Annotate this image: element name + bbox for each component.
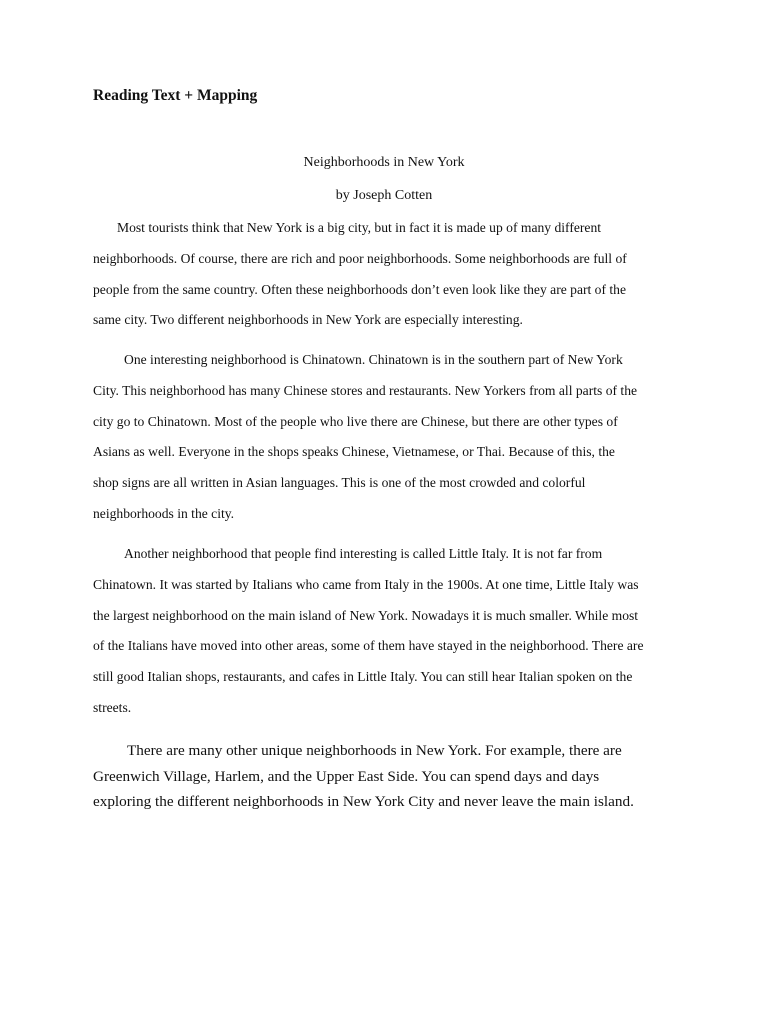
paragraph-line: shop signs are all written in Asian languages. This is one of the most crowded and colorful [93, 475, 586, 491]
paragraph-line: Another neighborhood that people find interesting is called Little Italy. It is not far from [124, 546, 603, 561]
paragraph-line: neighborhoods in the city. [93, 505, 235, 521]
paragraph-chinatown [93, 345, 678, 530]
paragraph-line: One interesting neighborhood is Chinatown. Chinatown is in the southern part of New York [124, 352, 623, 367]
article-title: Neighborhoods in New York [303, 155, 465, 170]
paragraph-line: City. This neighborhood has many Chinese stores and restaurants. New Yorkers from all parts of the [93, 382, 638, 398]
paragraph-line: people from the same country. Often these neighborhoods don’t even look like they are part of the [93, 281, 627, 297]
paragraph-line: Chinatown. It was started by Italians who came from Italy in the 1900s. At one time, Little Italy was [93, 576, 639, 592]
paragraph-line: still good Italian shops, restaurants, and cafes in Little Italy. You can still hear Italian spoken on the [93, 669, 633, 685]
paragraph-line: There are many other unique neighborhoods in New York. For example, there are [127, 742, 622, 759]
paragraph-line: same city. Two different neighborhoods in New York are especially interesting. [93, 312, 523, 328]
paragraph-line: neighborhoods. Of course, there are rich and poor neighborhoods. Some neighborhoods are full of [93, 250, 627, 266]
paragraph-conclusion [93, 738, 678, 815]
document-heading: Reading Text + Mapping [93, 87, 258, 104]
paragraph-little-italy [93, 539, 678, 724]
paragraph-line: of the Italians have moved into other areas, some of them have stayed in the neighborhood. There are [93, 638, 644, 654]
paragraph-line: the largest neighborhood on the main island of New York. Nowadays it is much smaller. While most [93, 607, 639, 623]
paragraph-line: streets. [93, 699, 132, 715]
paragraph-line: Greenwich Village, Harlem, and the Upper East Side. You can spend days and days [93, 767, 600, 785]
paragraph-line: exploring the different neighborhoods in New York City and never leave the main island. [93, 793, 634, 811]
paragraph-intro [93, 213, 678, 336]
paragraph-line: Most tourists think that New York is a big city, but in fact it is made up of many different [117, 220, 602, 235]
paragraph-line: city go to Chinatown. Most of the people who live there are Chinese, but there are other types of [93, 413, 618, 429]
article-byline: by Joseph Cotten [335, 188, 433, 203]
paragraph-line: Asians as well. Everyone in the shops speaks Chinese, Vietnamese, or Thai. Because of this, the [93, 444, 615, 460]
